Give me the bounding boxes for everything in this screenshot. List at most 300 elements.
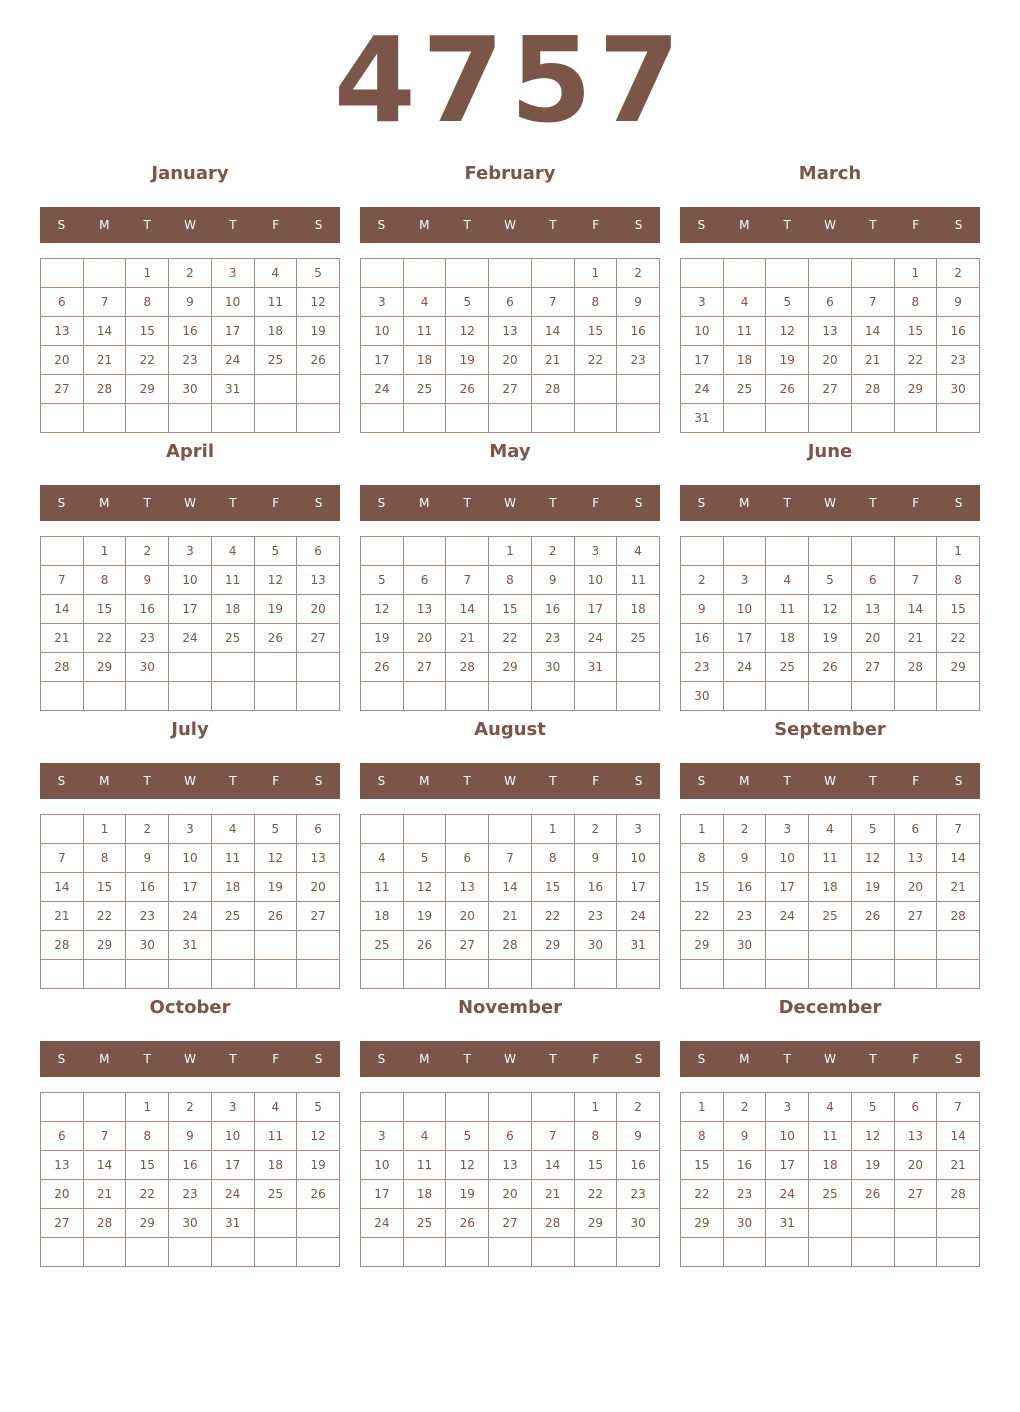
day-cell: 3: [211, 259, 254, 288]
empty-day-cell: [851, 960, 894, 989]
empty-day-cell: [297, 682, 340, 711]
day-cell: 25: [254, 346, 297, 375]
day-cell: 19: [254, 595, 297, 624]
day-cell: 25: [403, 375, 446, 404]
month-september: [680, 718, 980, 982]
day-cell: 21: [41, 624, 84, 653]
month-name: April: [165, 441, 215, 462]
day-cell: 12: [446, 317, 489, 346]
day-cell: 29: [489, 653, 532, 682]
empty-day-cell: [297, 1238, 340, 1267]
week-row: [361, 259, 660, 288]
empty-day-cell: [403, 404, 446, 433]
weekday-label: T: [549, 1052, 557, 1066]
day-cell: 20: [851, 624, 894, 653]
day-cell: 13: [41, 317, 84, 346]
weekday-label: W: [184, 1052, 196, 1066]
day-cell: 9: [723, 844, 766, 873]
weekday-label: F: [912, 218, 920, 232]
day-cell: 16: [723, 873, 766, 902]
day-cell: 17: [211, 317, 254, 346]
empty-day-cell: [574, 960, 617, 989]
day-cell: 15: [126, 1151, 169, 1180]
weekday-label: M: [99, 1052, 110, 1066]
empty-day-cell: [403, 815, 446, 844]
day-cell: 26: [297, 346, 340, 375]
day-cell: 1: [489, 537, 532, 566]
day-cell: 6: [809, 288, 852, 317]
day-cell: 25: [617, 624, 660, 653]
empty-day-cell: [446, 1093, 489, 1122]
day-cell: 22: [489, 624, 532, 653]
day-cell: 4: [211, 815, 254, 844]
empty-day-cell: [361, 259, 404, 288]
weekday-label: S: [954, 496, 963, 510]
day-cell: 12: [446, 1151, 489, 1180]
day-cell: 10: [169, 566, 212, 595]
empty-day-cell: [361, 682, 404, 711]
day-cell: 25: [254, 1180, 297, 1209]
day-cell: 25: [809, 902, 852, 931]
weekday-label: S: [697, 496, 706, 510]
week-row: [681, 815, 980, 844]
week-row: [681, 1122, 980, 1151]
day-cell: 1: [681, 815, 724, 844]
day-cell: 14: [937, 1122, 980, 1151]
day-cell: 3: [361, 288, 404, 317]
day-cell: 17: [723, 624, 766, 653]
day-cell: 8: [937, 566, 980, 595]
day-cell: 24: [361, 375, 404, 404]
day-cell: 2: [169, 1093, 212, 1122]
day-cell: 26: [297, 1180, 340, 1209]
weekday-label: F: [592, 218, 600, 232]
day-cell: 6: [489, 288, 532, 317]
empty-day-cell: [254, 653, 297, 682]
day-cell: 5: [851, 815, 894, 844]
empty-day-cell: [809, 404, 852, 433]
day-cell: 24: [361, 1209, 404, 1238]
day-cell: 27: [41, 1209, 84, 1238]
day-cell: 27: [297, 624, 340, 653]
weekday-label: M: [739, 774, 750, 788]
day-cell: 9: [574, 844, 617, 873]
empty-day-cell: [403, 259, 446, 288]
week-row: [41, 682, 340, 711]
day-cell: 29: [574, 1209, 617, 1238]
weekday-label: W: [184, 496, 196, 510]
day-cell: 22: [681, 1180, 724, 1209]
weekday-label: F: [272, 496, 280, 510]
day-cell: 31: [169, 931, 212, 960]
empty-day-cell: [41, 259, 84, 288]
week-row: [361, 1180, 660, 1209]
month-name: June: [807, 441, 853, 462]
day-cell: 21: [489, 902, 532, 931]
day-cell: 13: [894, 1122, 937, 1151]
day-cell: 1: [83, 815, 126, 844]
day-cell: 26: [403, 931, 446, 960]
day-cell: 25: [361, 931, 404, 960]
week-row: [41, 624, 340, 653]
day-cell: 14: [894, 595, 937, 624]
day-cell: 24: [617, 902, 660, 931]
month-november: [360, 996, 660, 1260]
day-cell: 15: [489, 595, 532, 624]
day-cell: 20: [41, 346, 84, 375]
day-cell: 7: [489, 844, 532, 873]
weekday-header: [360, 207, 660, 243]
empty-day-cell: [169, 653, 212, 682]
week-row: [361, 404, 660, 433]
month-january: [40, 162, 340, 426]
day-cell: 6: [851, 566, 894, 595]
empty-day-cell: [766, 931, 809, 960]
day-cell: 22: [126, 1180, 169, 1209]
weekday-label: T: [869, 1052, 877, 1066]
day-cell: 28: [531, 375, 574, 404]
day-cell: 12: [851, 844, 894, 873]
week-row: [361, 537, 660, 566]
day-cell: 21: [937, 1151, 980, 1180]
day-cell: 17: [766, 1151, 809, 1180]
weekday-label: T: [143, 1052, 151, 1066]
weekday-label: M: [99, 774, 110, 788]
day-cell: 12: [254, 844, 297, 873]
week-row: [361, 1151, 660, 1180]
day-cell: 26: [766, 375, 809, 404]
weekday-label: S: [697, 1052, 706, 1066]
day-cell: 15: [83, 595, 126, 624]
day-cell: 27: [446, 931, 489, 960]
day-cell: 21: [446, 624, 489, 653]
day-cell: 30: [937, 375, 980, 404]
week-row: [681, 404, 980, 433]
day-cell: 14: [41, 873, 84, 902]
day-cell: 21: [937, 873, 980, 902]
week-row: [41, 1209, 340, 1238]
week-row: [361, 682, 660, 711]
day-cell: 19: [851, 873, 894, 902]
empty-day-cell: [617, 682, 660, 711]
empty-day-cell: [809, 931, 852, 960]
week-row: [41, 902, 340, 931]
day-cell: 3: [169, 537, 212, 566]
week-row: [681, 1151, 980, 1180]
day-cell: 3: [723, 566, 766, 595]
day-cell: 12: [766, 317, 809, 346]
day-cell: 13: [489, 317, 532, 346]
day-cell: 3: [169, 815, 212, 844]
month-august: [360, 718, 660, 982]
day-cell: 20: [809, 346, 852, 375]
week-row: [681, 375, 980, 404]
empty-day-cell: [681, 537, 724, 566]
weekday-label: T: [229, 496, 237, 510]
weekday-label: T: [143, 774, 151, 788]
weekday-label: M: [739, 496, 750, 510]
day-cell: 14: [446, 595, 489, 624]
weekday-label: T: [463, 774, 471, 788]
week-row: [681, 537, 980, 566]
day-cell: 25: [766, 653, 809, 682]
day-cell: 1: [894, 259, 937, 288]
day-cell: 7: [937, 815, 980, 844]
empty-day-cell: [851, 682, 894, 711]
day-cell: 8: [894, 288, 937, 317]
day-grid: [360, 536, 660, 711]
empty-day-cell: [851, 1209, 894, 1238]
weekday-label: S: [377, 1052, 386, 1066]
weekday-label: F: [272, 1052, 280, 1066]
day-cell: 28: [446, 653, 489, 682]
day-cell: 24: [574, 624, 617, 653]
weekday-label: W: [824, 496, 836, 510]
week-row: [41, 873, 340, 902]
day-cell: 28: [531, 1209, 574, 1238]
day-cell: 31: [766, 1209, 809, 1238]
empty-day-cell: [41, 1093, 84, 1122]
day-cell: 19: [851, 1151, 894, 1180]
empty-day-cell: [531, 404, 574, 433]
week-row: [681, 566, 980, 595]
weekday-label: M: [739, 1052, 750, 1066]
day-cell: 8: [83, 844, 126, 873]
day-cell: 1: [531, 815, 574, 844]
year-title: 4757: [333, 11, 687, 149]
month-name: May: [489, 441, 531, 462]
week-row: [361, 960, 660, 989]
day-cell: 23: [723, 1180, 766, 1209]
day-cell: 23: [126, 902, 169, 931]
day-cell: 29: [126, 375, 169, 404]
day-cell: 31: [211, 1209, 254, 1238]
empty-day-cell: [169, 682, 212, 711]
empty-day-cell: [766, 682, 809, 711]
week-row: [361, 844, 660, 873]
day-cell: 19: [766, 346, 809, 375]
empty-day-cell: [211, 931, 254, 960]
empty-day-cell: [809, 1209, 852, 1238]
day-cell: 30: [169, 1209, 212, 1238]
day-cell: 30: [126, 653, 169, 682]
day-cell: 2: [169, 259, 212, 288]
day-cell: 9: [126, 844, 169, 873]
empty-day-cell: [489, 1238, 532, 1267]
day-cell: 11: [617, 566, 660, 595]
day-grid: [680, 536, 980, 711]
day-cell: 15: [681, 873, 724, 902]
weekday-label: S: [634, 496, 643, 510]
empty-day-cell: [211, 404, 254, 433]
week-row: [41, 595, 340, 624]
day-cell: 26: [851, 902, 894, 931]
week-row: [41, 1122, 340, 1151]
weekday-label: T: [463, 1052, 471, 1066]
day-cell: 23: [681, 653, 724, 682]
empty-day-cell: [723, 1238, 766, 1267]
weekday-label: T: [143, 218, 151, 232]
week-row: [361, 624, 660, 653]
day-cell: 8: [489, 566, 532, 595]
day-cell: 14: [531, 317, 574, 346]
empty-day-cell: [937, 404, 980, 433]
day-cell: 10: [361, 1151, 404, 1180]
day-cell: 8: [574, 1122, 617, 1151]
empty-day-cell: [937, 1238, 980, 1267]
weekday-label: T: [549, 774, 557, 788]
day-cell: 12: [403, 873, 446, 902]
month-may: [360, 440, 660, 704]
empty-day-cell: [937, 931, 980, 960]
day-cell: 6: [403, 566, 446, 595]
day-cell: 5: [766, 288, 809, 317]
day-cell: 5: [809, 566, 852, 595]
empty-day-cell: [851, 259, 894, 288]
day-cell: 11: [361, 873, 404, 902]
day-cell: 9: [531, 566, 574, 595]
day-cell: 29: [681, 931, 724, 960]
day-cell: 23: [574, 902, 617, 931]
weekday-label: T: [783, 774, 791, 788]
empty-day-cell: [446, 682, 489, 711]
empty-day-cell: [681, 259, 724, 288]
day-cell: 20: [894, 1151, 937, 1180]
week-row: [41, 404, 340, 433]
day-cell: 7: [894, 566, 937, 595]
day-cell: 15: [574, 1151, 617, 1180]
day-cell: 10: [766, 844, 809, 873]
week-row: [681, 1093, 980, 1122]
day-cell: 22: [574, 346, 617, 375]
day-cell: 18: [254, 317, 297, 346]
empty-day-cell: [361, 404, 404, 433]
empty-day-cell: [489, 404, 532, 433]
day-cell: 18: [809, 1151, 852, 1180]
day-cell: 10: [211, 1122, 254, 1151]
empty-day-cell: [617, 375, 660, 404]
weekday-label: S: [697, 218, 706, 232]
empty-day-cell: [531, 1238, 574, 1267]
day-cell: 28: [83, 1209, 126, 1238]
empty-day-cell: [361, 1093, 404, 1122]
day-cell: 16: [617, 1151, 660, 1180]
day-cell: 30: [617, 1209, 660, 1238]
day-cell: 27: [403, 653, 446, 682]
day-cell: 8: [681, 844, 724, 873]
day-cell: 8: [126, 1122, 169, 1151]
weekday-label: S: [377, 774, 386, 788]
empty-day-cell: [361, 815, 404, 844]
day-cell: 22: [681, 902, 724, 931]
day-cell: 13: [894, 844, 937, 873]
day-cell: 21: [41, 902, 84, 931]
weekday-header: [40, 1041, 340, 1077]
empty-day-cell: [681, 960, 724, 989]
day-cell: 22: [894, 346, 937, 375]
day-cell: 4: [361, 844, 404, 873]
weekday-label: S: [634, 1052, 643, 1066]
week-row: [681, 1238, 980, 1267]
day-cell: 23: [617, 1180, 660, 1209]
weekday-header: [680, 485, 980, 521]
day-cell: 24: [766, 902, 809, 931]
day-cell: 10: [681, 317, 724, 346]
week-row: [361, 1122, 660, 1151]
week-row: [41, 653, 340, 682]
weekday-label: T: [783, 218, 791, 232]
week-row: [681, 288, 980, 317]
empty-day-cell: [254, 931, 297, 960]
week-row: [41, 375, 340, 404]
empty-day-cell: [254, 375, 297, 404]
day-cell: 2: [531, 537, 574, 566]
weekday-label: T: [549, 496, 557, 510]
day-cell: 6: [297, 815, 340, 844]
day-cell: 30: [126, 931, 169, 960]
weekday-label: M: [99, 218, 110, 232]
day-cell: 17: [574, 595, 617, 624]
day-cell: 13: [446, 873, 489, 902]
day-cell: 12: [851, 1122, 894, 1151]
day-cell: 21: [83, 1180, 126, 1209]
week-row: [681, 960, 980, 989]
empty-day-cell: [254, 960, 297, 989]
day-cell: 23: [169, 1180, 212, 1209]
day-cell: 4: [211, 537, 254, 566]
day-cell: 6: [297, 537, 340, 566]
empty-day-cell: [681, 1238, 724, 1267]
day-cell: 7: [851, 288, 894, 317]
day-cell: 24: [169, 902, 212, 931]
empty-day-cell: [766, 960, 809, 989]
empty-day-cell: [361, 960, 404, 989]
weekday-header: [680, 207, 980, 243]
empty-day-cell: [766, 259, 809, 288]
empty-day-cell: [211, 960, 254, 989]
day-cell: 16: [126, 595, 169, 624]
day-cell: 23: [169, 346, 212, 375]
day-cell: 20: [403, 624, 446, 653]
day-cell: 31: [681, 404, 724, 433]
day-cell: 15: [937, 595, 980, 624]
empty-day-cell: [446, 404, 489, 433]
empty-day-cell: [403, 1093, 446, 1122]
day-cell: 11: [403, 1151, 446, 1180]
day-cell: 29: [83, 931, 126, 960]
month-june: [680, 440, 980, 704]
day-cell: 13: [489, 1151, 532, 1180]
day-cell: 19: [254, 873, 297, 902]
day-cell: 20: [446, 902, 489, 931]
week-row: [361, 653, 660, 682]
day-cell: 26: [446, 375, 489, 404]
empty-day-cell: [894, 1209, 937, 1238]
day-cell: 9: [169, 288, 212, 317]
day-cell: 18: [617, 595, 660, 624]
day-cell: 22: [126, 346, 169, 375]
day-cell: 11: [403, 317, 446, 346]
weekday-label: T: [869, 774, 877, 788]
day-cell: 2: [723, 815, 766, 844]
empty-day-cell: [297, 931, 340, 960]
day-cell: 2: [723, 1093, 766, 1122]
day-cell: 17: [681, 346, 724, 375]
day-cell: 18: [211, 595, 254, 624]
empty-day-cell: [809, 1238, 852, 1267]
day-cell: 11: [254, 288, 297, 317]
day-cell: 1: [126, 1093, 169, 1122]
